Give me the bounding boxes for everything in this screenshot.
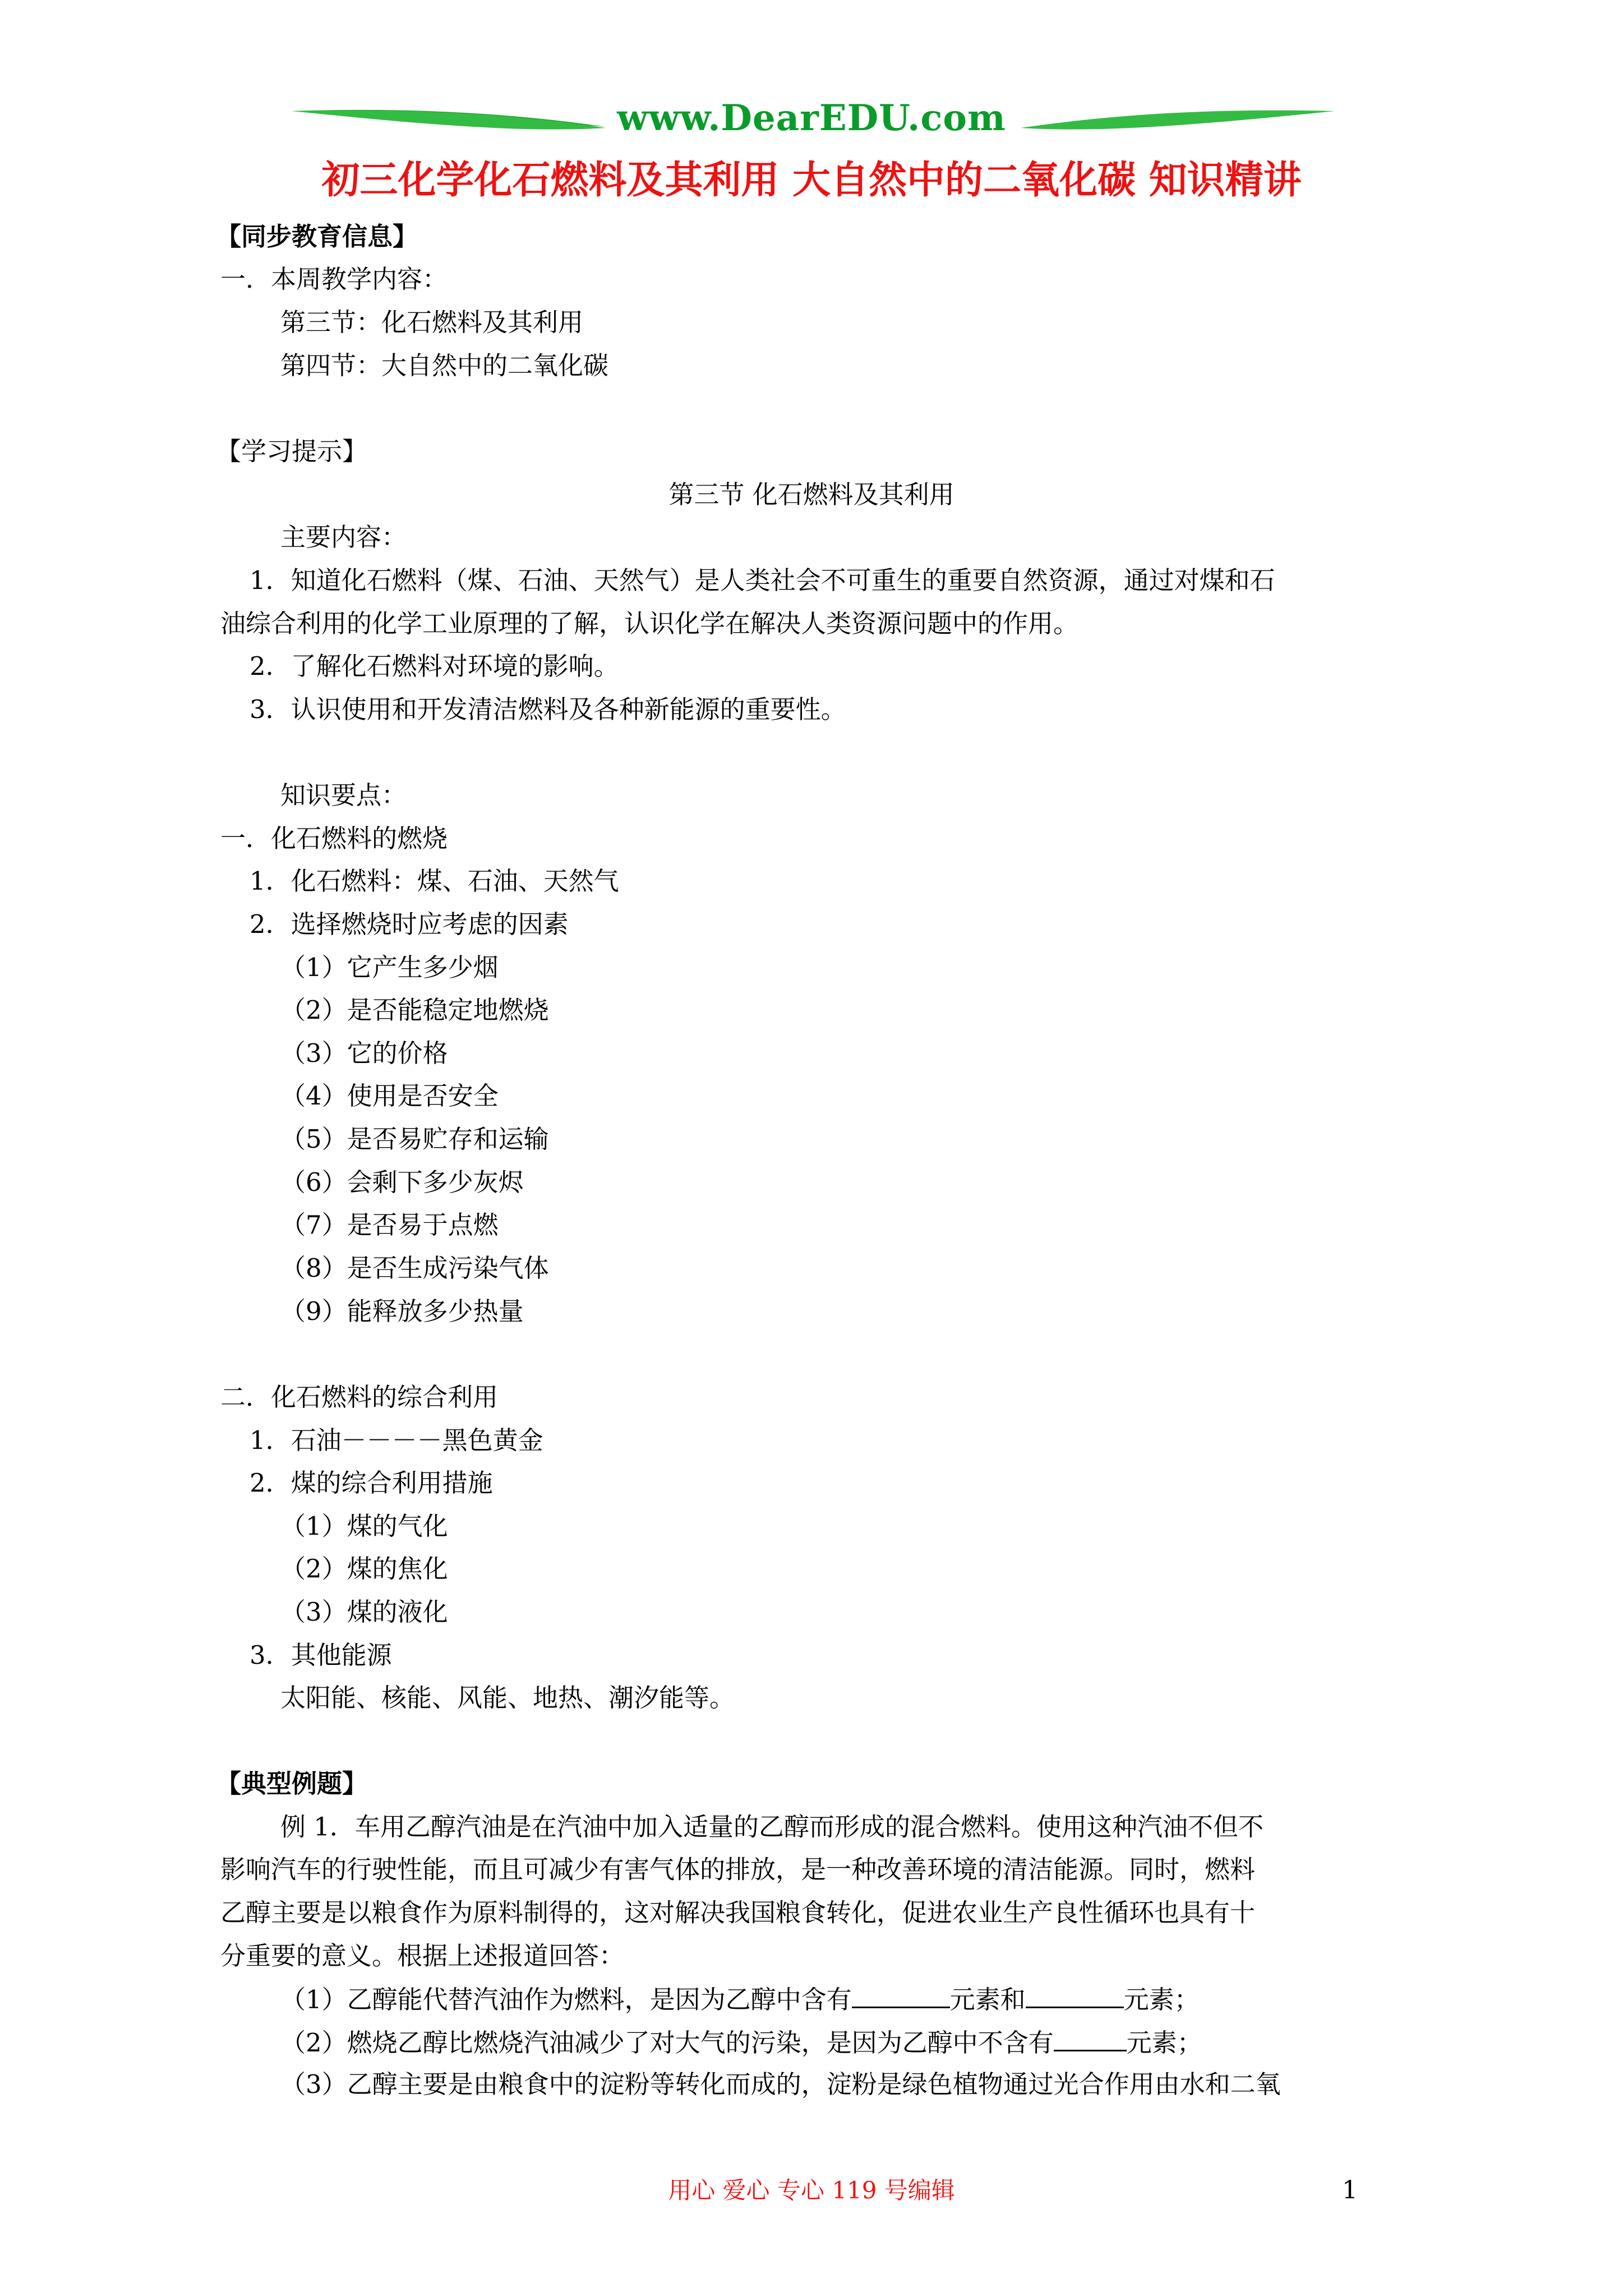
factor-item: （3）它的价格: [280, 1038, 448, 1068]
question-2-text-a: （2）燃烧乙醇比燃烧汽油减少了对大气的污染，是因为乙醇中不含有: [280, 2028, 1054, 2058]
answer-blank[interactable]: [852, 1982, 950, 2008]
question-1-text-a: （1）乙醇能代替汽油作为燃料，是因为乙醇中含有: [280, 1985, 852, 2014]
combustion-point-1: 1．化石燃料：煤、石油、天然气: [250, 866, 619, 896]
content-1b: 油综合利用的化学工业原理的了解，认识化学在解决人类资源问题中的作用。: [220, 609, 1079, 638]
example-line-2: 影响汽车的行驶性能，而且可减少有害气体的排放，是一种改善环境的清洁能源。同时，燃料: [220, 1855, 1256, 1884]
content-1a: 1．知道化石燃料（煤、石油、天然气）是人类社会不可重生的重要自然资源，通过对煤和石: [250, 565, 1275, 595]
content-3: 3．认识使用和开发清洁燃料及各种新能源的重要性。: [250, 694, 846, 724]
factor-item: （5）是否易贮存和运输: [280, 1124, 549, 1154]
factor-item: （9）能释放多少热量: [280, 1296, 524, 1326]
answer-blank[interactable]: [1026, 1982, 1124, 2008]
question-2: [280, 2025, 1202, 2060]
other-energy: 太阳能、核能、风能、地热、潮汐能等。: [280, 1683, 735, 1713]
combustion-heading: 一．化石燃料的燃烧: [220, 823, 448, 853]
example-line-1: 例 1．车用乙醇汽油是在汽油中加入适量的乙醇而形成的混合燃料。使用这种汽油不但不: [280, 1812, 1264, 1842]
factor-item: （7）是否易于点燃: [280, 1210, 499, 1240]
sync-info-heading: 【同步教育信息】: [216, 222, 418, 251]
sync-section-4: 第四节：大自然中的二氧化碳: [280, 351, 609, 380]
combustion-point-2: 2．选择燃烧时应考虑的因素: [250, 909, 569, 939]
knowledge-points-label: 知识要点：: [280, 780, 407, 810]
factor-item: （8）是否生成污染气体: [280, 1253, 549, 1283]
example-line-3: 乙醇主要是以粮食作为原料制得的，这对解决我国粮食转化，促进农业生产良性循环也具有十: [220, 1898, 1256, 1927]
question-3: （3）乙醇主要是由粮食中的淀粉等转化而成的，淀粉是绿色植物通过光合作用由水和二氧: [280, 2069, 1281, 2099]
factor-item: （6）会剩下多少灰烬: [280, 1167, 524, 1197]
answer-blank[interactable]: [1054, 2025, 1127, 2051]
sync-section-3: 第三节：化石燃料及其利用: [280, 307, 584, 337]
main-content-label: 主要内容：: [280, 522, 407, 552]
footer-text: 用心 爱心 专心 119 号编辑: [668, 2177, 955, 2204]
page-title: 初三化学化石燃料及其利用 大自然中的二氧化碳 知识精讲: [321, 158, 1302, 203]
example-line-4: 分重要的意义。根据上述报道回答：: [220, 1941, 625, 1971]
utilization-point-3: 3．其他能源: [250, 1640, 392, 1670]
site-logo-text: www.DearEDU.com: [617, 97, 1006, 139]
question-1-text-b: 元素和: [949, 1985, 1026, 2014]
tips-heading: 【学习提示】: [216, 436, 368, 466]
utilization-heading: 二．化石燃料的综合利用: [220, 1382, 499, 1412]
coal-item: （1）煤的气化: [280, 1511, 448, 1541]
factor-item: （4）使用是否安全: [280, 1081, 499, 1111]
question-1: [280, 1982, 1200, 2017]
utilization-point-1: 1．石油－－－－黑色黄金: [250, 1425, 543, 1455]
utilization-point-2: 2．煤的综合利用措施: [250, 1468, 493, 1498]
sync-item-1: 一．本周教学内容：: [220, 264, 448, 294]
page-number: 1: [1342, 2176, 1358, 2205]
section-title: 第三节 化石燃料及其利用: [668, 480, 955, 509]
examples-heading: 【典型例题】: [216, 1769, 368, 1798]
factor-item: （2）是否能稳定地燃烧: [280, 995, 549, 1025]
question-2-text-b: 元素；: [1126, 2028, 1202, 2058]
question-1-text-c: 元素；: [1123, 1985, 1200, 2014]
coal-item: （2）煤的焦化: [280, 1554, 448, 1584]
content-2: 2．了解化石燃料对环境的影响。: [250, 651, 619, 681]
factor-item: （1）它产生多少烟: [280, 953, 499, 982]
coal-item: （3）煤的液化: [280, 1597, 448, 1627]
